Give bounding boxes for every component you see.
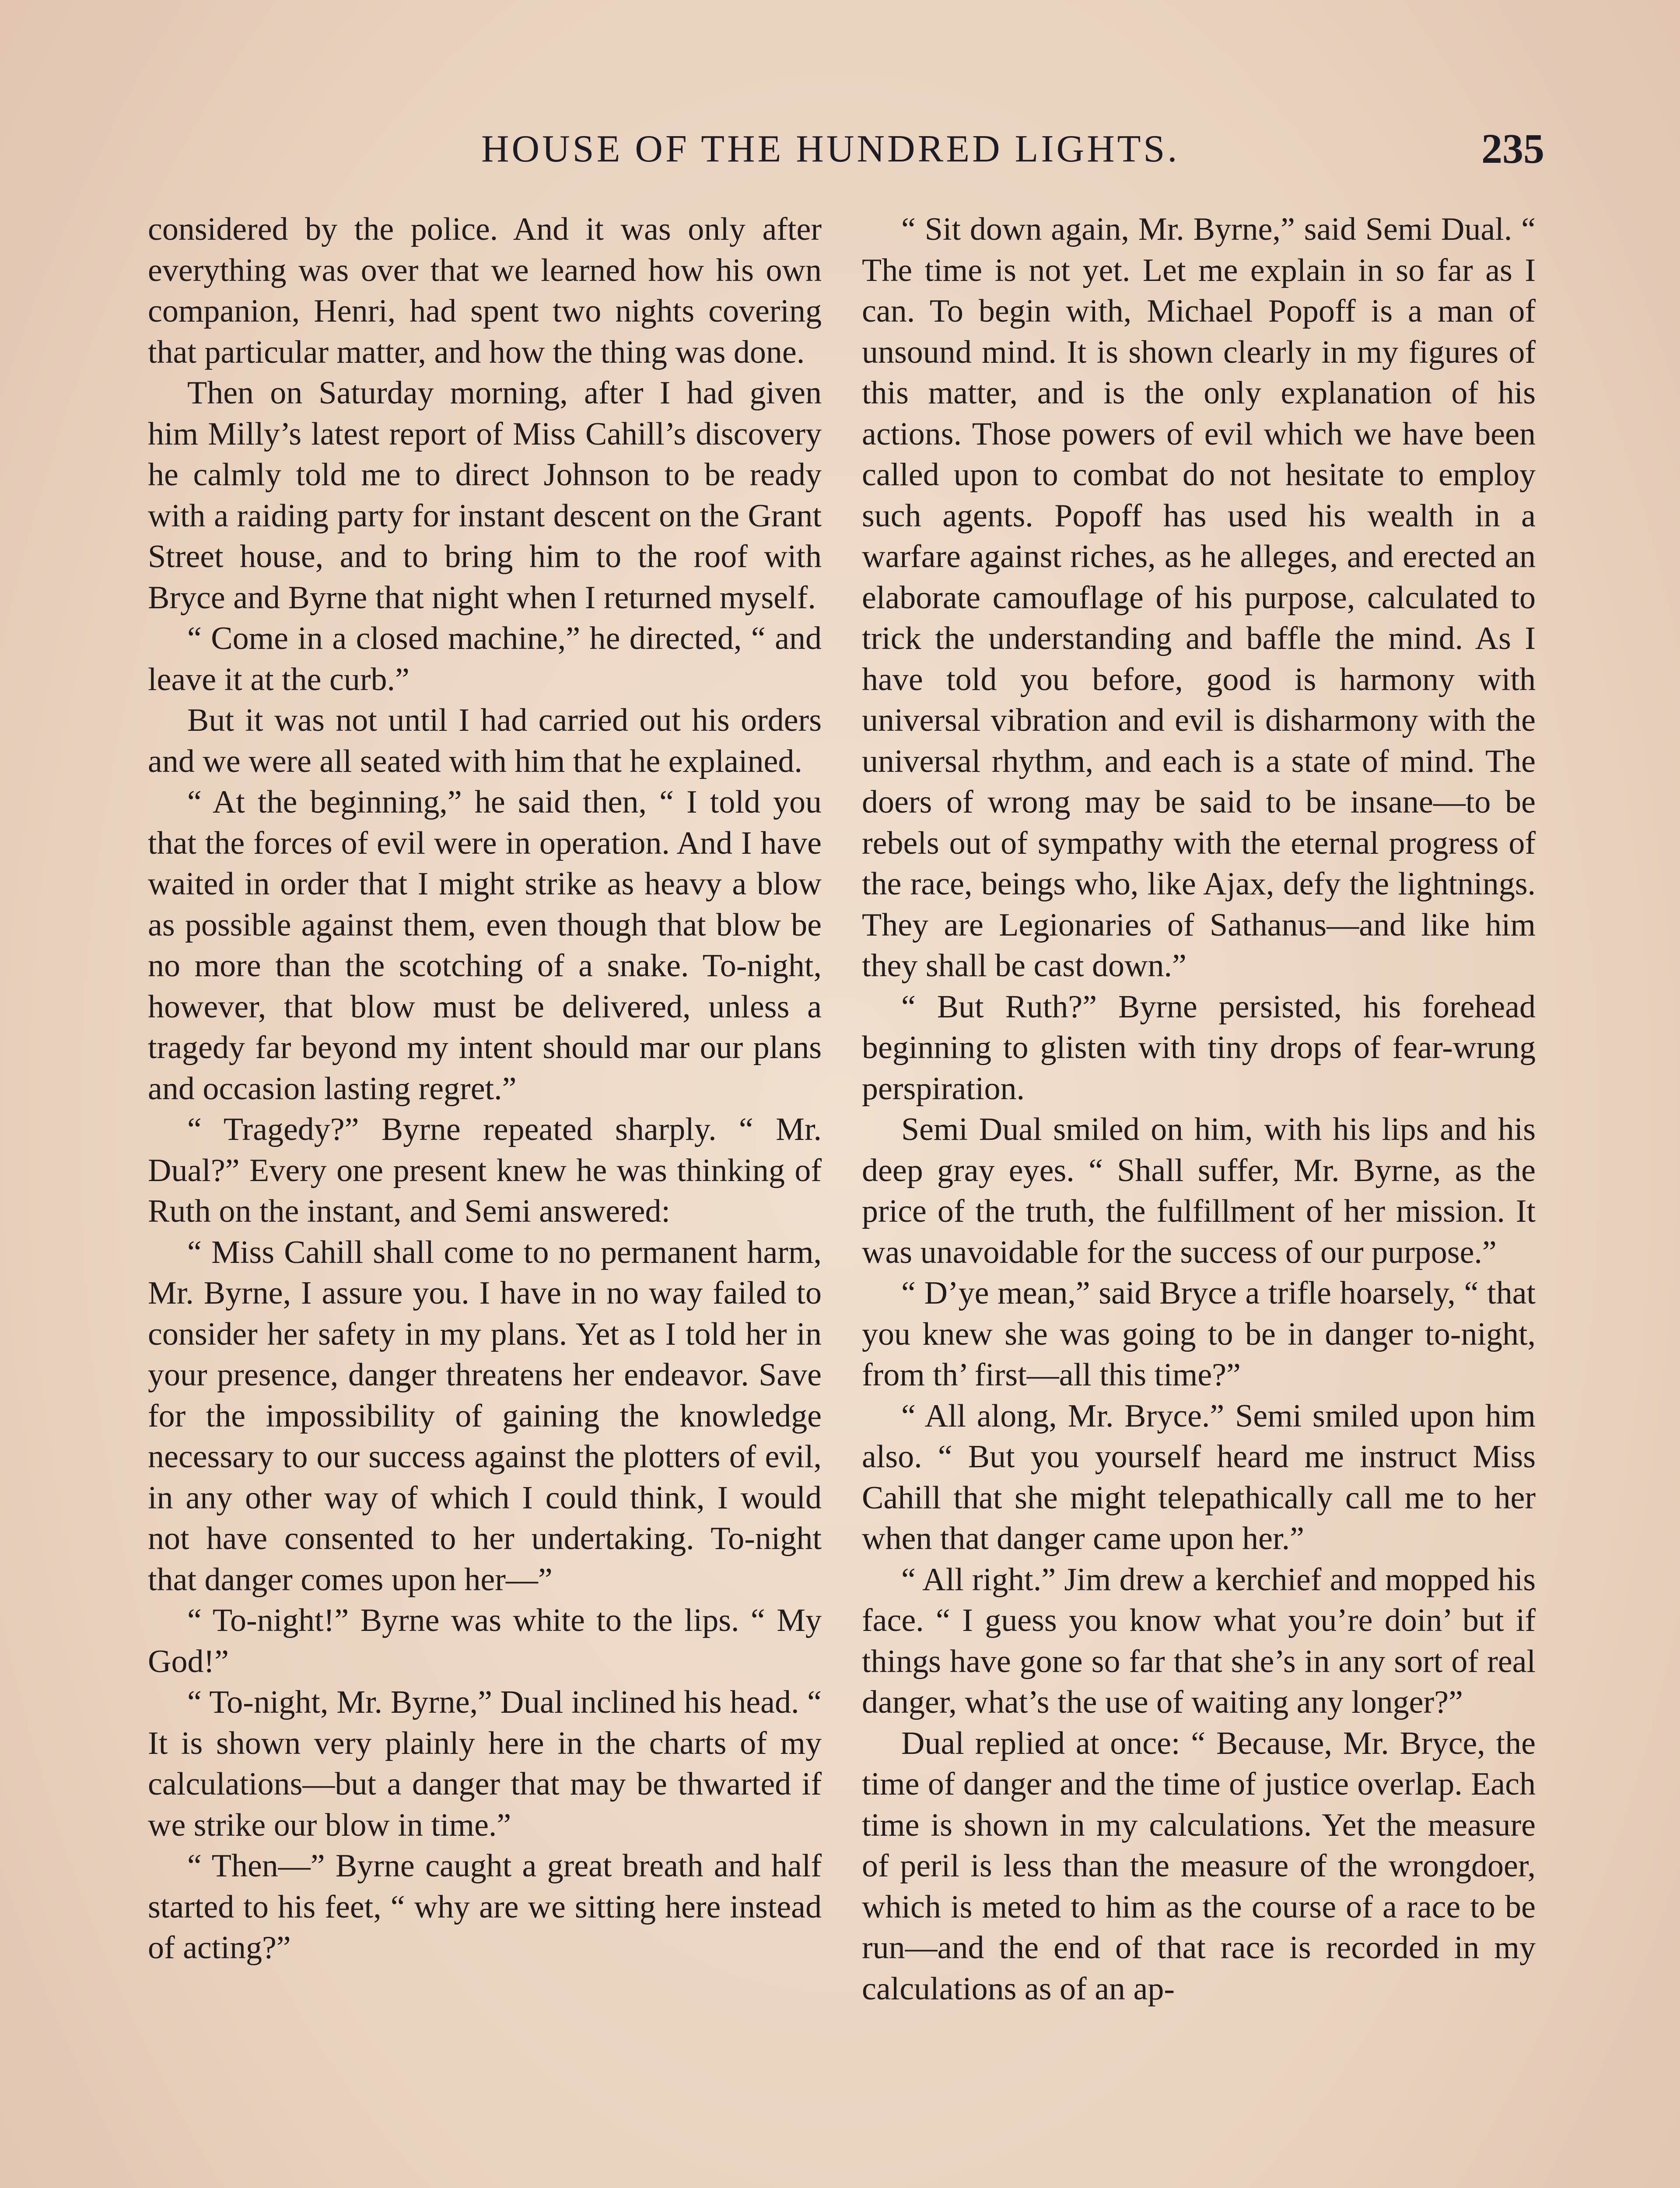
left-column: [148, 209, 822, 1969]
paragraph: “ To-night!” Byrne was white to the lips. “ My God!”: [148, 1602, 822, 1680]
paragraph: But it was not until I had carried out his orders and we were all seated with him that he explained.: [148, 702, 822, 779]
paragraph: Semi Dual smiled on him, with his lips and his deep gray eyes. “ Shall suffer, Mr. Byrne, as the price of the truth, the fulfillment of her mission. It was unavoidable for the success of our purpose.”: [862, 1112, 1536, 1270]
paragraph: “ Tragedy?” Byrne repeated sharply. “ Mr. Dual?” Every one present knew he was thinking of Ruth on the instant, and Semi answered:: [148, 1112, 822, 1229]
paragraph: “ Then—” Byrne caught a great breath and half started to his feet, “ why are we sitting here instead of acting?”: [148, 1848, 822, 1966]
paragraph: considered by the police. And it was only after everything was over that we learned how his own companion, Henri, had spent two nights covering that particular matter, and how the thing was done.: [148, 211, 822, 370]
running-head: HOUSE OF THE HUNDRED LIGHTS.: [481, 128, 1180, 170]
page-header: [144, 127, 1544, 184]
paragraph: Dual replied at once: “ Because, Mr. Bryce, the time of danger and the time of justice overlap. Each time is shown in my calculations. Yet the measure of peril is less than the measure of the wrongdoer, which is meted to him as the course of a race to be run—and the end of that race is recorded in my calculations as of an ap-: [862, 1725, 1536, 2007]
paragraph: “ To-night, Mr. Byrne,” Dual inclined his head. “ It is shown very plainly here in the charts of my calculations—but a danger that may be thwarted if we strike our blow in time.”: [148, 1684, 822, 1843]
paragraph: “ Come in a closed machine,” he directed, “ and leave it at the curb.”: [148, 621, 822, 698]
right-column: [862, 209, 1536, 2009]
paragraph: “ At the beginning,” he said then, “ I told you that the forces of evil were in operation. And I have waited in order that I might strike as heavy a blow as possible against them, even though that blow be no more than the scotching of a snake. To-night, however, that blow must be delivered, unless a tragedy far beyond my intent should mar our plans and occasion lasting regret.”: [148, 784, 822, 1107]
paragraph: “ Sit down again, Mr. Byrne,” said Semi Dual. “ The time is not yet. Let me explain in so far as I can. To begin with, Michael Popoff is a man of unsound mind. It is shown clearly in my figures of this matter, and is the only explanation of his actions. Those powers of evil which we have been called upon to combat do not hesitate to employ such agents. Popoff has used his wealth in a warfare against riches, as he alleges, and erected an elaborate camouflage of his purpose, calculated to trick the understanding and baffle the mind. As I have told you before, good is harmony with universal vibration and evil is disharmony with the universal rhythm, and each is a state of mind. The doers of wrong may be said to be insane—to be rebels out of sympathy with the eternal progress of the race, beings who, like Ajax, defy the lightnings. They are Legionaries of Sathanus—and like him they shall be cast down.”: [862, 211, 1536, 984]
paragraph: “ But Ruth?” Byrne persisted, his forehead beginning to glisten with tiny drops of fear-wrung perspiration.: [862, 989, 1536, 1107]
paragraph: “ Miss Cahill shall come to no permanent harm, Mr. Byrne, I assure you. I have in no way failed to consider her safety in my plans. Yet as I told her in your presence, danger threatens her endeavor. Save for the impossibility of gaining the knowledge necessary to our success against the plotters of evil, in any other way of which I could think, I would not have consented to her undertaking. To-night that danger comes upon her—”: [148, 1234, 822, 1598]
page-number: 235: [1481, 125, 1544, 172]
paragraph: “ All right.” Jim drew a kerchief and mopped his face. “ I guess you know what you’re doin’ but if things have gone so far that she’s in any sort of real danger, what’s the use of waiting any longer?”: [862, 1561, 1536, 1720]
paragraph: “ All along, Mr. Bryce.” Semi smiled upon him also. “ But you yourself heard me instruct Miss Cahill that she might telepathically call me to her when that danger came upon her.”: [862, 1398, 1536, 1557]
paragraph: “ D’ye mean,” said Bryce a trifle hoarsely, “ that you knew she was going to be in danger to-night, from th’ first—all this time?”: [862, 1275, 1536, 1393]
paragraph: Then on Saturday morning, after I had given him Milly’s latest report of Miss Cahill’s discovery he calmly told me to direct Johnson to be ready with a raiding party for instant descent on the Grant Street house, and to bring him to the roof with Bryce and Byrne that night when I returned myself.: [148, 375, 822, 616]
